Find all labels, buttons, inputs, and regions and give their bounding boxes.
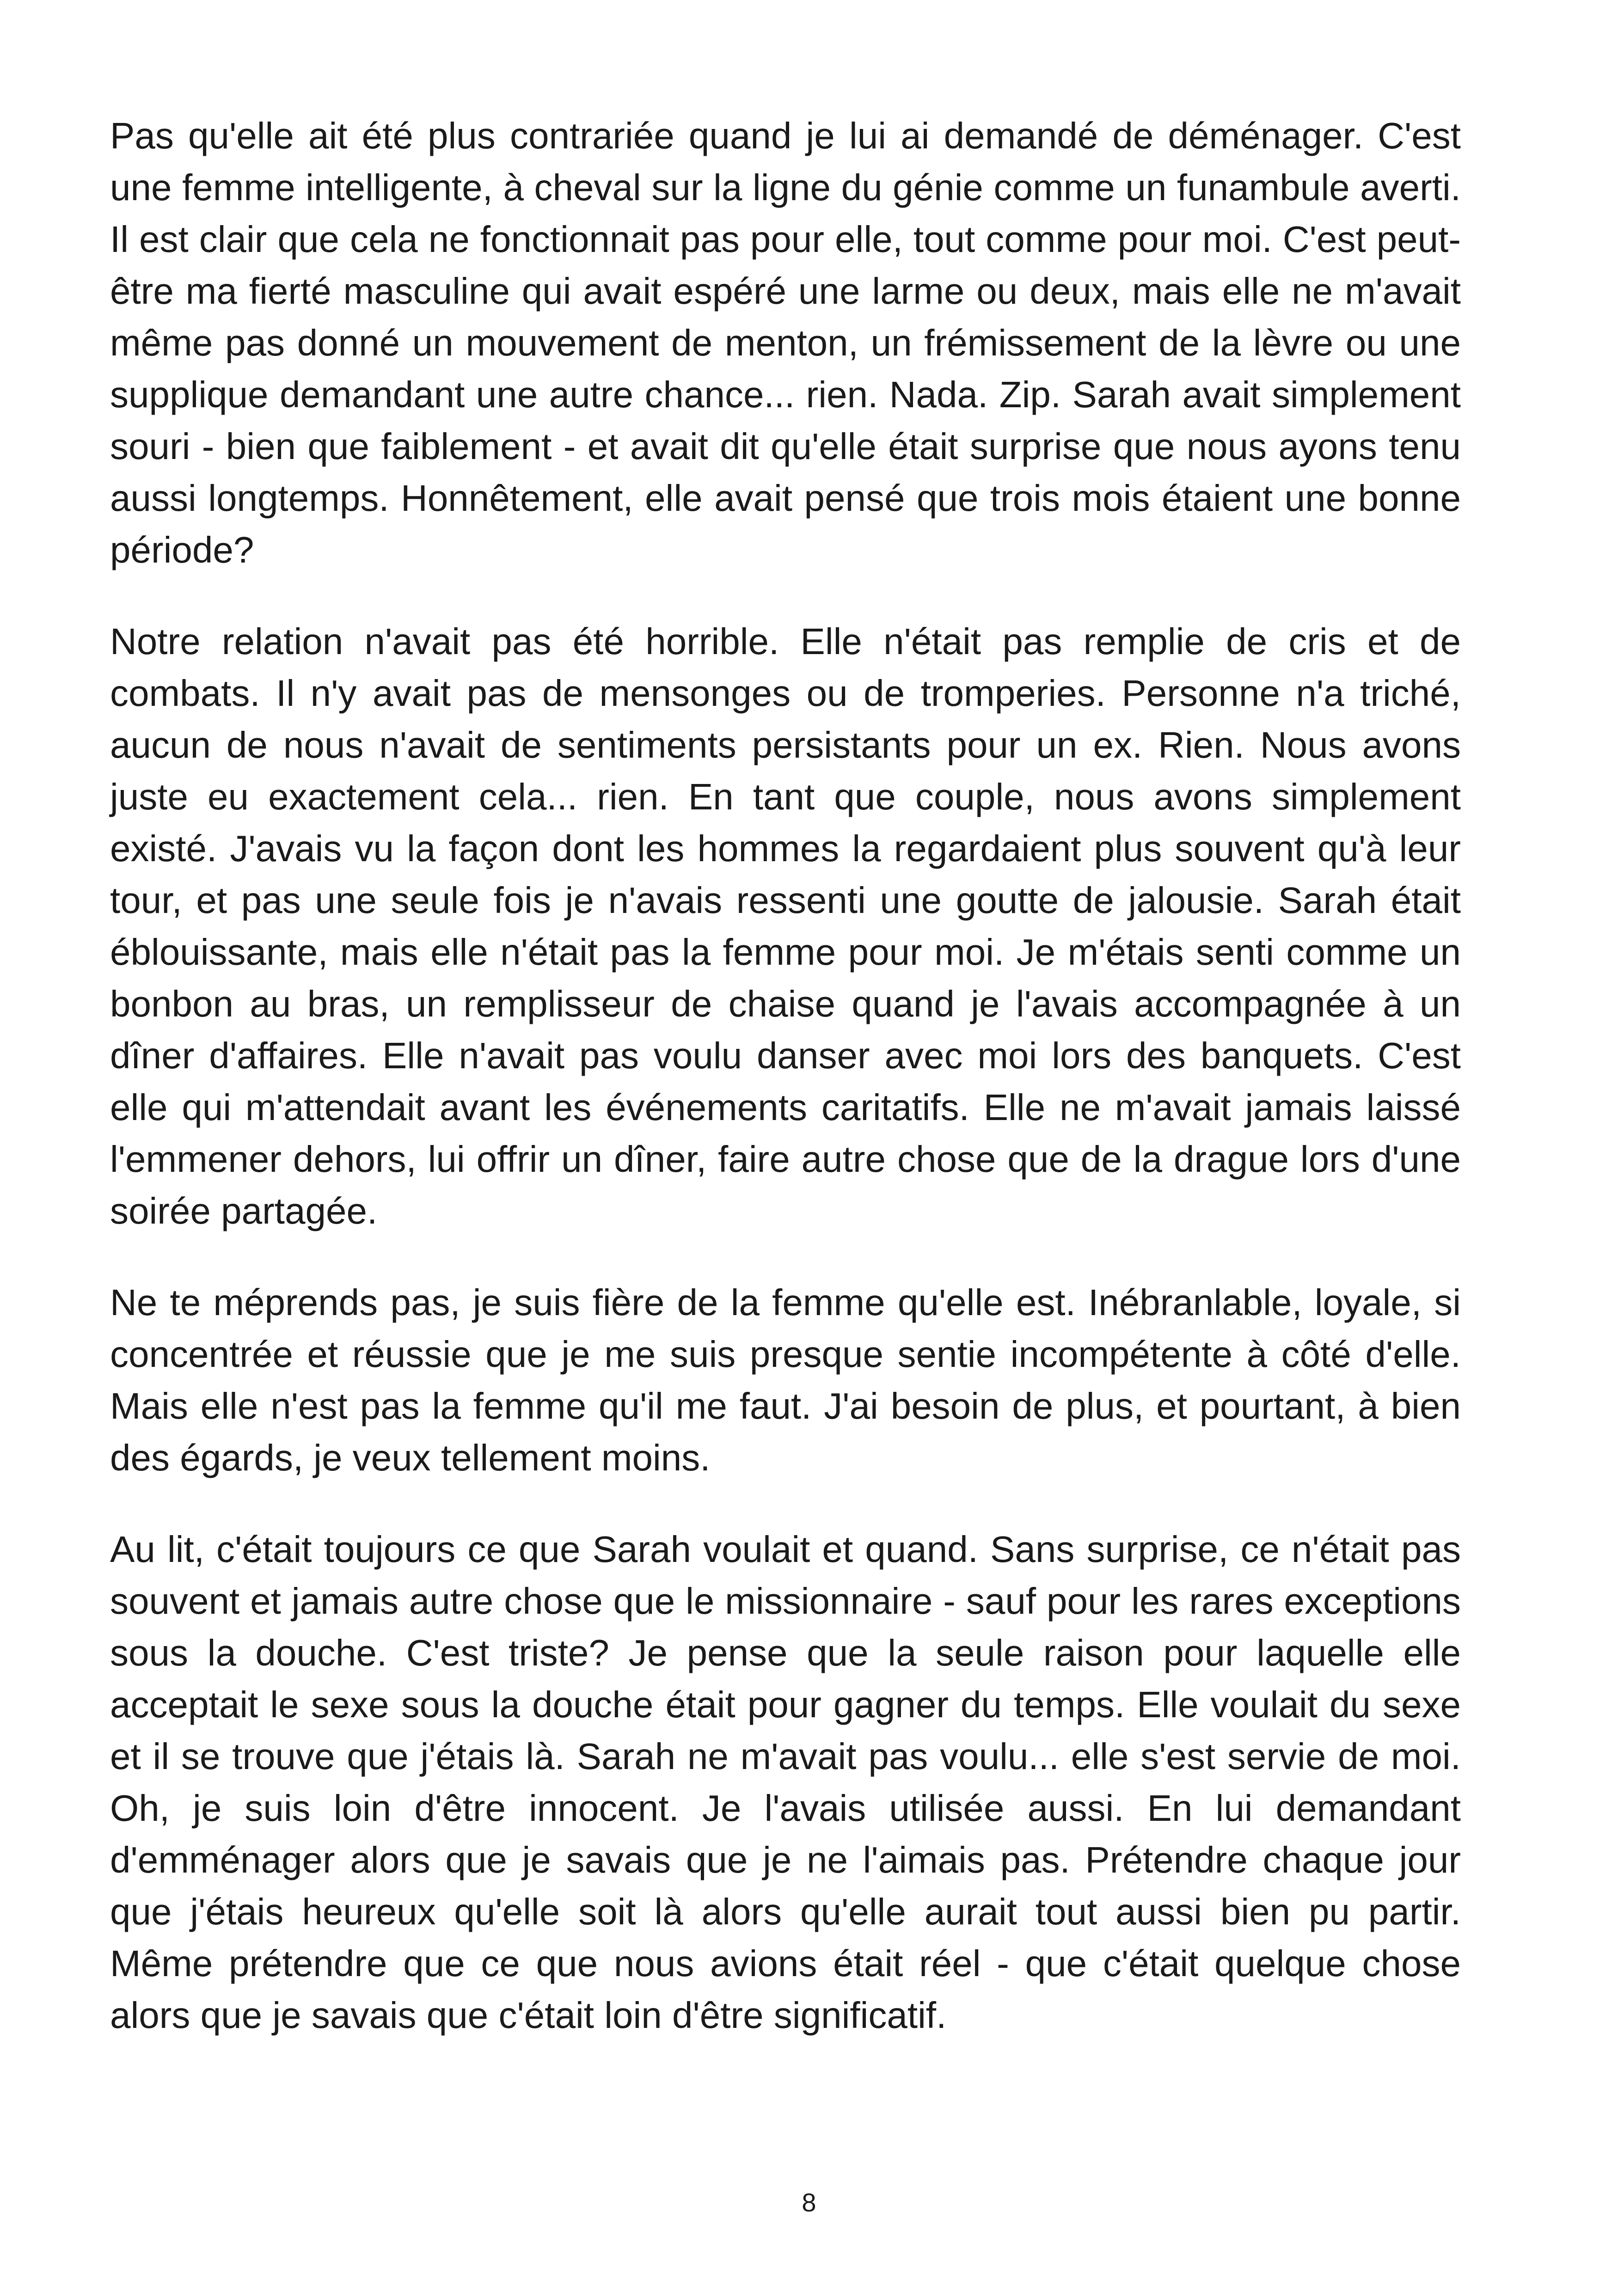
paragraph-3: Ne te méprends pas, je suis fière de la femme qu'elle est. Inébranlable, loyale, si concentrée et réussie que je me suis presque sentie incompétente à côté d'elle. Mais elle n'est pas la femme qu'il me faut. J'ai besoin de plus, et pourtant, à bien des égards, je veux tellement moins.	[110, 1282, 1461, 1478]
page-number: 8	[802, 2188, 816, 2217]
paragraph-1: Pas qu'elle ait été plus contrariée quand je lui ai demandé de déménager. C'est une femme intelligente, à cheval sur la ligne du génie comme un funambule averti. Il est clair que cela ne fonctionnait pas pour elle, tout comme pour moi. C'est peut-être ma fierté masculine qui avait espéré une larme ou deux, mais elle ne m'avait même pas donné un mouvement de menton, un frémissement de la lèvre ou une supplique demandant une autre chance... rien. Nada. Zip. Sarah avait simplement souri - bien que faiblement - et avait dit qu'elle était surprise que nous ayons tenu aussi longtemps. Honnêtement, elle avait pensé que trois mois étaient une bonne période?	[110, 115, 1461, 570]
paragraph-4: Au lit, c'était toujours ce que Sarah voulait et quand. Sans surprise, ce n'était pas souvent et jamais autre chose que le missionnaire - sauf pour les rares exceptions sous la douche. C'est triste? Je pense que la seule raison pour laquelle elle acceptait le sexe sous la douche était pour gagner du temps. Elle voulait du sexe et il se trouve que j'étais là. Sarah ne m'avait pas voulu... elle s'est servie de moi. Oh, je suis loin d'être innocent. Je l'avais utilisée aussi. En lui demandant d'emménager alors que je savais que je ne l'aimais pas. Prétendre chaque jour que j'étais heureux qu'elle soit là alors qu'elle aurait tout aussi bien pu partir. Même prétendre que ce que nous avions était réel - que c'était quelque chose alors que je savais que c'était loin d'être significatif.	[110, 1529, 1461, 2036]
paragraph-2: Notre relation n'avait pas été horrible. Elle n'était pas remplie de cris et de combats. Il n'y avait pas de mensonges ou de tromperies. Personne n'a triché, aucun de nous n'avait de sentiments persistants pour un ex. Rien. Nous avons juste eu exactement cela... rien. En tant que couple, nous avons simplement existé. J'avais vu la façon dont les hommes la regardaient plus souvent qu'à leur tour, et pas une seule fois je n'avais ressenti une goutte de jalousie. Sarah était éblouissante, mais elle n'était pas la femme pour moi. Je m'étais senti comme un bonbon au bras, un remplisseur de chaise quand je l'avais accompagnée à un dîner d'affaires. Elle n'avait pas voulu danser avec moi lors des banquets. C'est elle qui m'attendait avant les événements caritatifs. Elle ne m'avait jamais laissé l'emmener dehors, lui offrir un dîner, faire autre chose que de la drague lors d'une soirée partagée.	[110, 621, 1461, 1231]
body-text	[110, 110, 1461, 2041]
